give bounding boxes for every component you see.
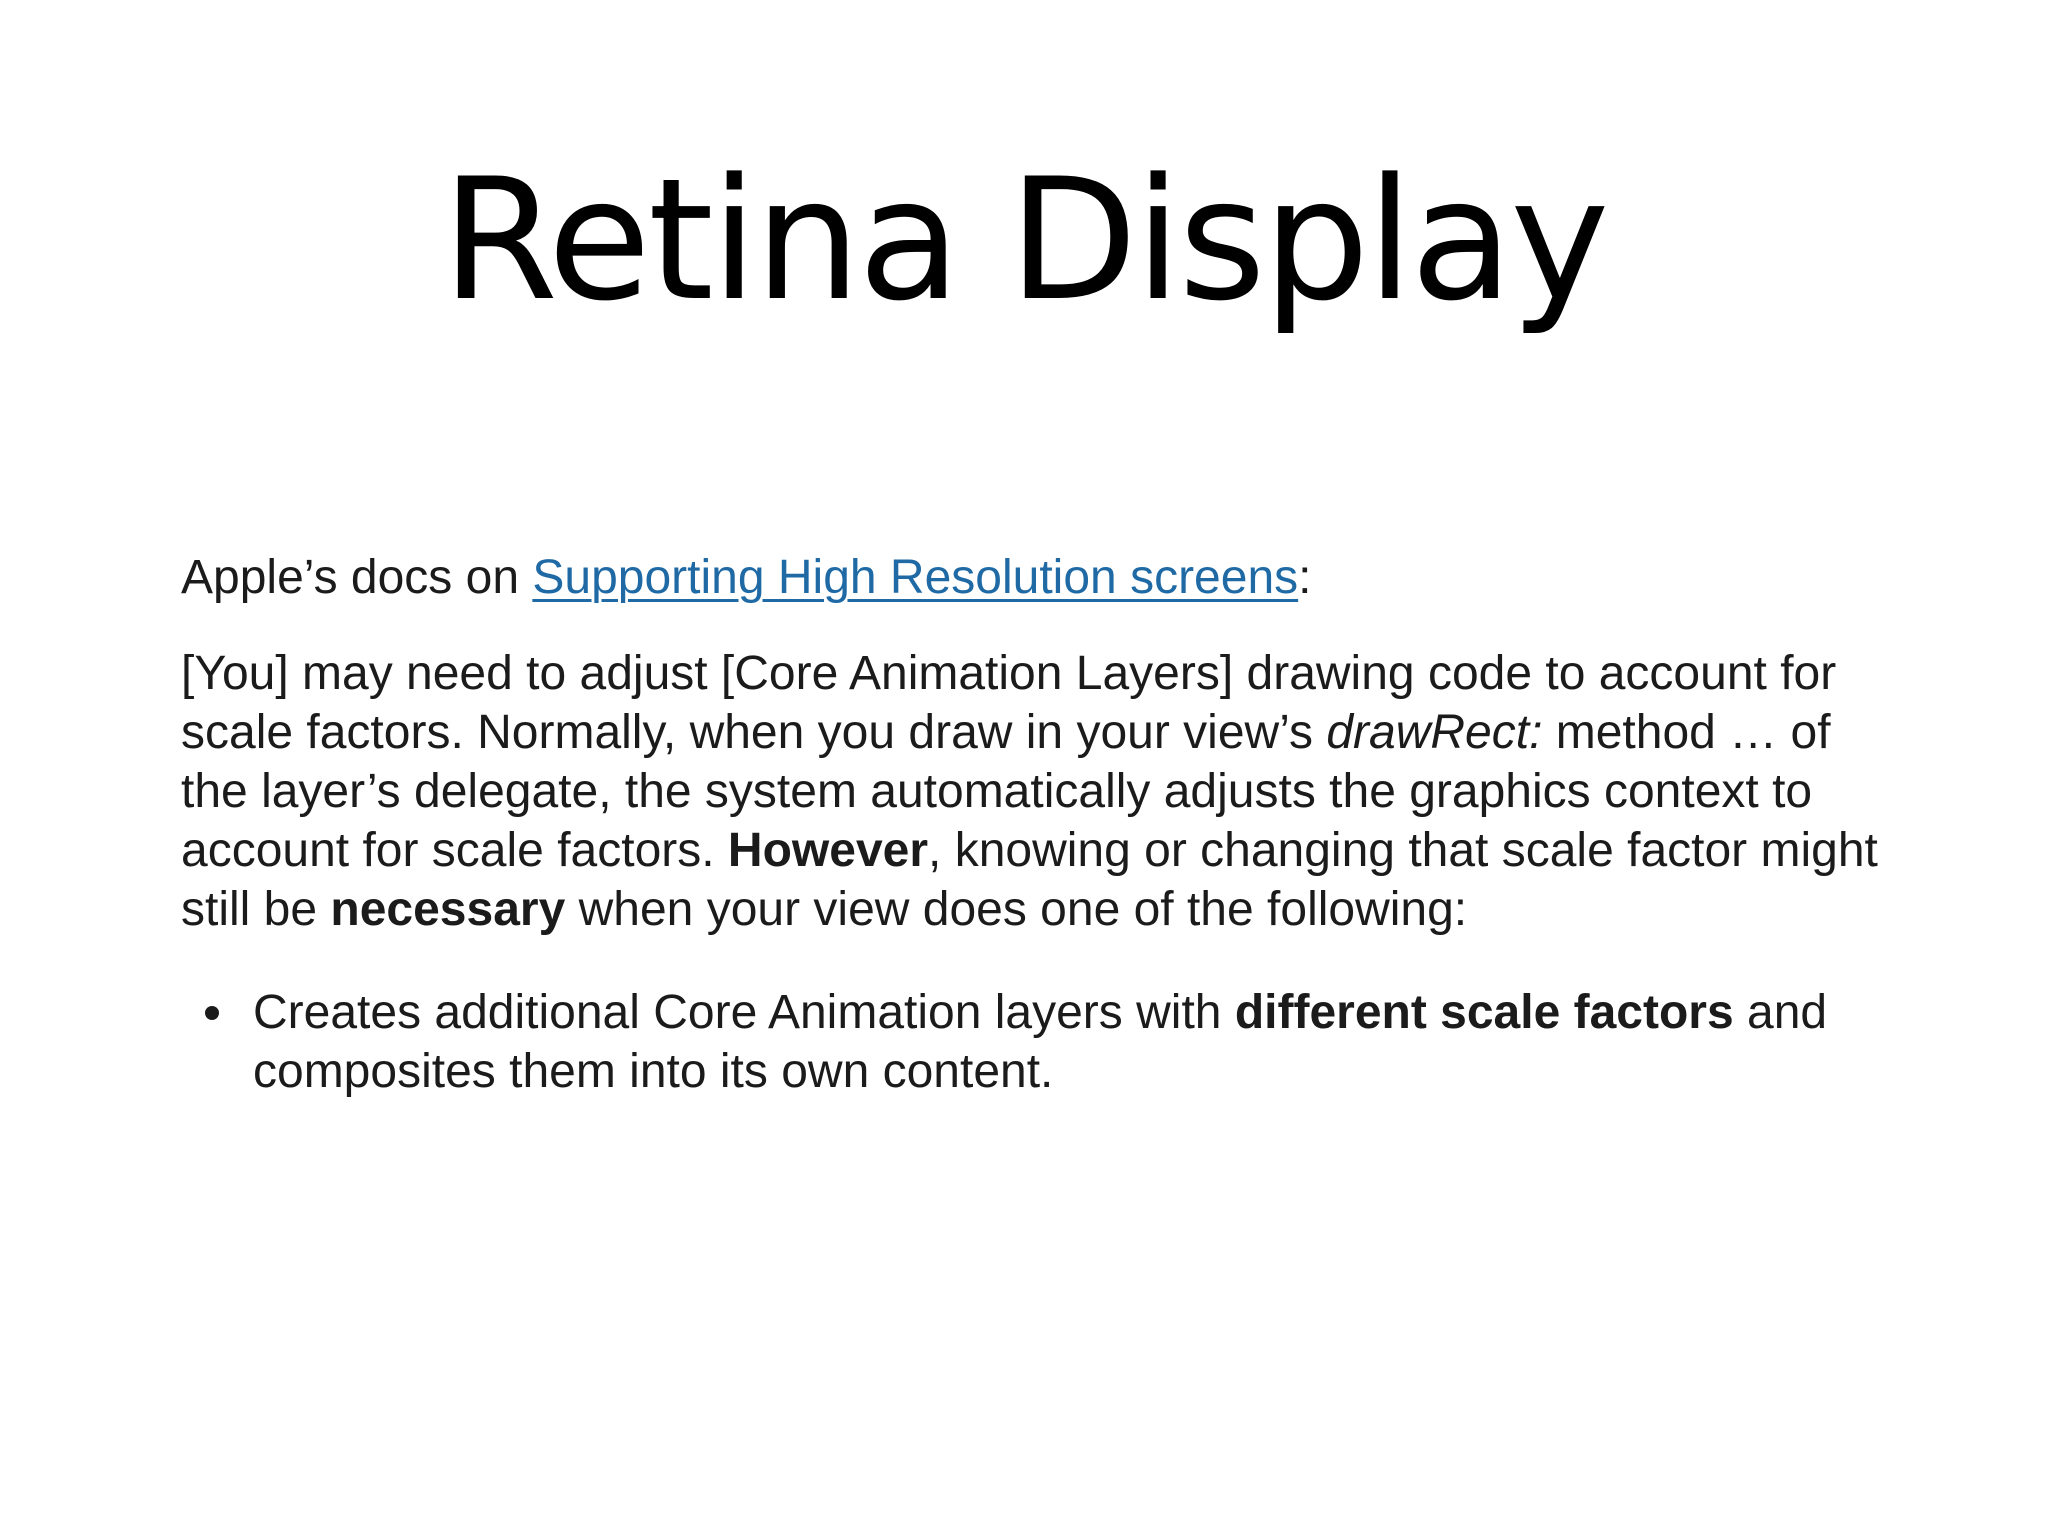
quote-emphasis-necessary: necessary [330,883,566,936]
quote-paragraph [181,644,1901,939]
quote-text-2: method … of the layer’s delegate, the system automatically adjusts the graphics context to account for scale factors. [181,706,1831,877]
quote-emphasis-however: However [727,824,929,877]
bullet-dot-icon [205,1006,219,1020]
bullet-text-before: Creates additional Core Animation layers with [253,986,1235,1039]
quote-text-3: , knowing or changing that scale factor might still be [181,824,1878,936]
quote-text-4: when your view does one of the following: [565,883,1468,936]
bullet-list [181,983,1901,1101]
slide-body [181,548,1901,1101]
supporting-high-resolution-link[interactable]: Supporting High Resolution screens [532,551,1299,604]
intro-line [181,548,1901,607]
quote-text-1: [You] may need to adjust [Core Animation Layers] drawing code to account for scale factors. Normally, when you draw in your view’s [181,647,1837,759]
bullet-emphasis: different scale factors [1234,986,1734,1039]
bullet-item [181,983,1901,1101]
intro-suffix: : [1298,551,1312,604]
bullet-text-after: and composites them into its own content. [253,986,1828,1098]
quote-method-name: drawRect: [1326,706,1543,759]
intro-prefix: Apple’s docs on [181,551,533,604]
slide-title: Retina Display [441,142,1607,338]
